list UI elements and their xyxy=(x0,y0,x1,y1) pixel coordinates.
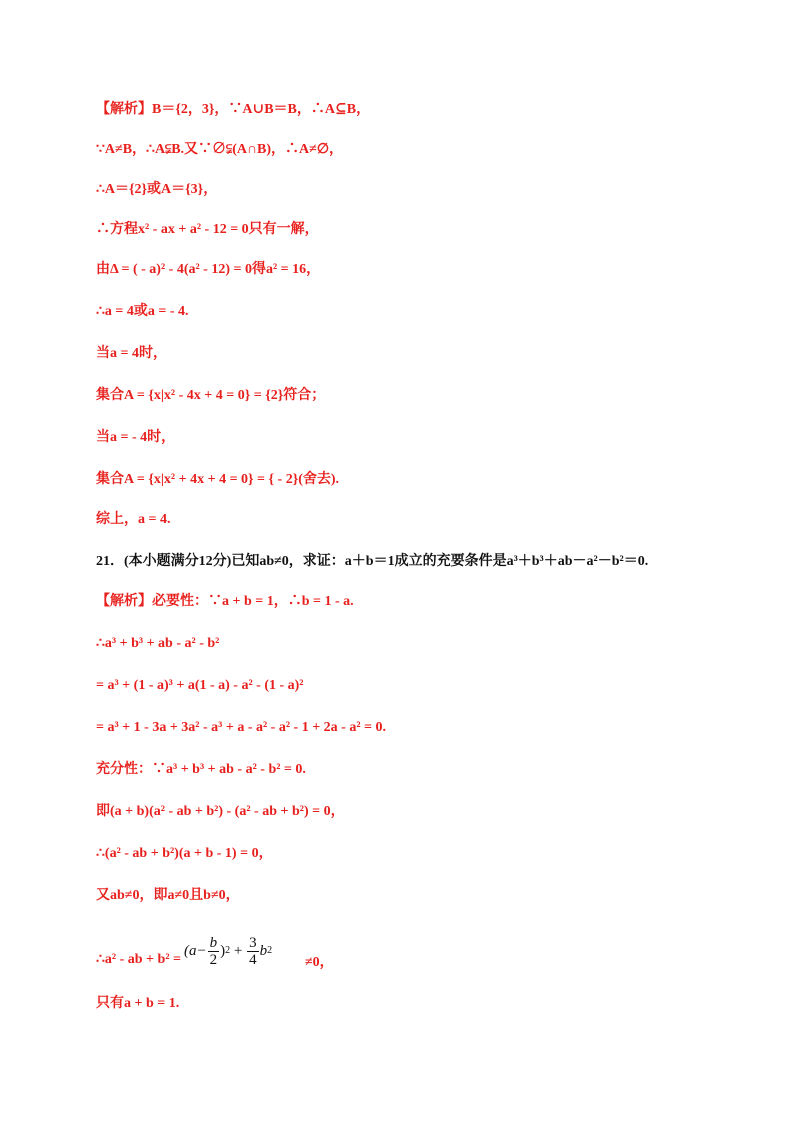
solution-line: 由Δ = ( - a)² - 4(a² - 12) = 0得a² = 16， xyxy=(96,262,321,277)
solution-line: = a³ + 1 - 3a + 3a² - a³ + a - a² - a² - 1 + 2a - a² = 0. xyxy=(96,720,387,735)
fraction-numerator: 3 xyxy=(249,934,257,951)
solution-line: ∴a³ + b³ + ab - a² - b² xyxy=(96,636,220,651)
fraction-3-over-4 xyxy=(247,935,259,968)
solution-line: ∵A≠B，∴A⫋B.又∵∅⫋(A∩B)，∴A≠∅， xyxy=(96,142,344,157)
solution-line: 当a = 4时， xyxy=(96,346,167,361)
formula-open: (a− xyxy=(184,942,207,959)
formula-close: ) xyxy=(220,942,226,959)
solution-line: 综上，a = 4. xyxy=(96,512,171,527)
solution-line: = a³ + (1 - a)³ + a(1 - a) - a² - (1 - a)² xyxy=(96,678,304,693)
solution-line: 即(a + b)(a² - ab + b²) - (a² - ab + b²) = 0， xyxy=(96,804,345,819)
solution-line: ∴方程x² - ax + a² - 12 = 0只有一解， xyxy=(96,222,319,237)
fraction-denominator: 4 xyxy=(249,951,257,968)
solution-line: ∴A＝{2}或A＝{3}， xyxy=(96,182,218,197)
fraction-numerator: b xyxy=(209,934,218,951)
completed-square-formula: (a− $\frac{b}{2}$ ) 2 + $\frac{3}{4}$ b 2 xyxy=(184,934,273,968)
formula-plus: + xyxy=(230,942,247,959)
formula-variable: b xyxy=(259,942,268,959)
solution-line: ∴a = 4或a = - 4. xyxy=(96,304,189,319)
solution-line: 又ab≠0，即a≠0且b≠0， xyxy=(96,888,240,903)
solution-line: 只有a + b = 1. xyxy=(96,996,180,1011)
solution-line: 集合A = {x|x² + 4x + 4 = 0} = { - 2}(舍去). xyxy=(96,472,340,487)
question-text: 21．(本小题满分12分)已知ab≠0，求证：a＋b＝1成立的充要条件是a³＋b³＋ab－a²－b²＝0. xyxy=(96,554,649,569)
fraction-b-over-2 xyxy=(208,935,220,968)
solution-line: 当a = - 4时， xyxy=(96,430,176,445)
solution-line: 【解析】必要性：∵a + b = 1，∴b = 1 - a. xyxy=(96,594,354,609)
fraction-denominator: 2 xyxy=(209,951,218,968)
solution-line: 充分性：∵a³ + b³ + ab - a² - b² = 0. xyxy=(96,762,306,777)
solution-line: 集合A = {x|x² - 4x + 4 = 0} = {2}符合； xyxy=(96,388,326,403)
solution-line: 【解析】B＝{2，3}，∵A∪B＝B，∴A⊆B， xyxy=(96,102,371,117)
formula-prefix: ∴a² - ab + b² = xyxy=(96,952,181,967)
formula-suffix: ≠0， xyxy=(305,955,334,970)
solution-line: ∴(a² - ab + b²)(a + b - 1) = 0， xyxy=(96,846,273,861)
